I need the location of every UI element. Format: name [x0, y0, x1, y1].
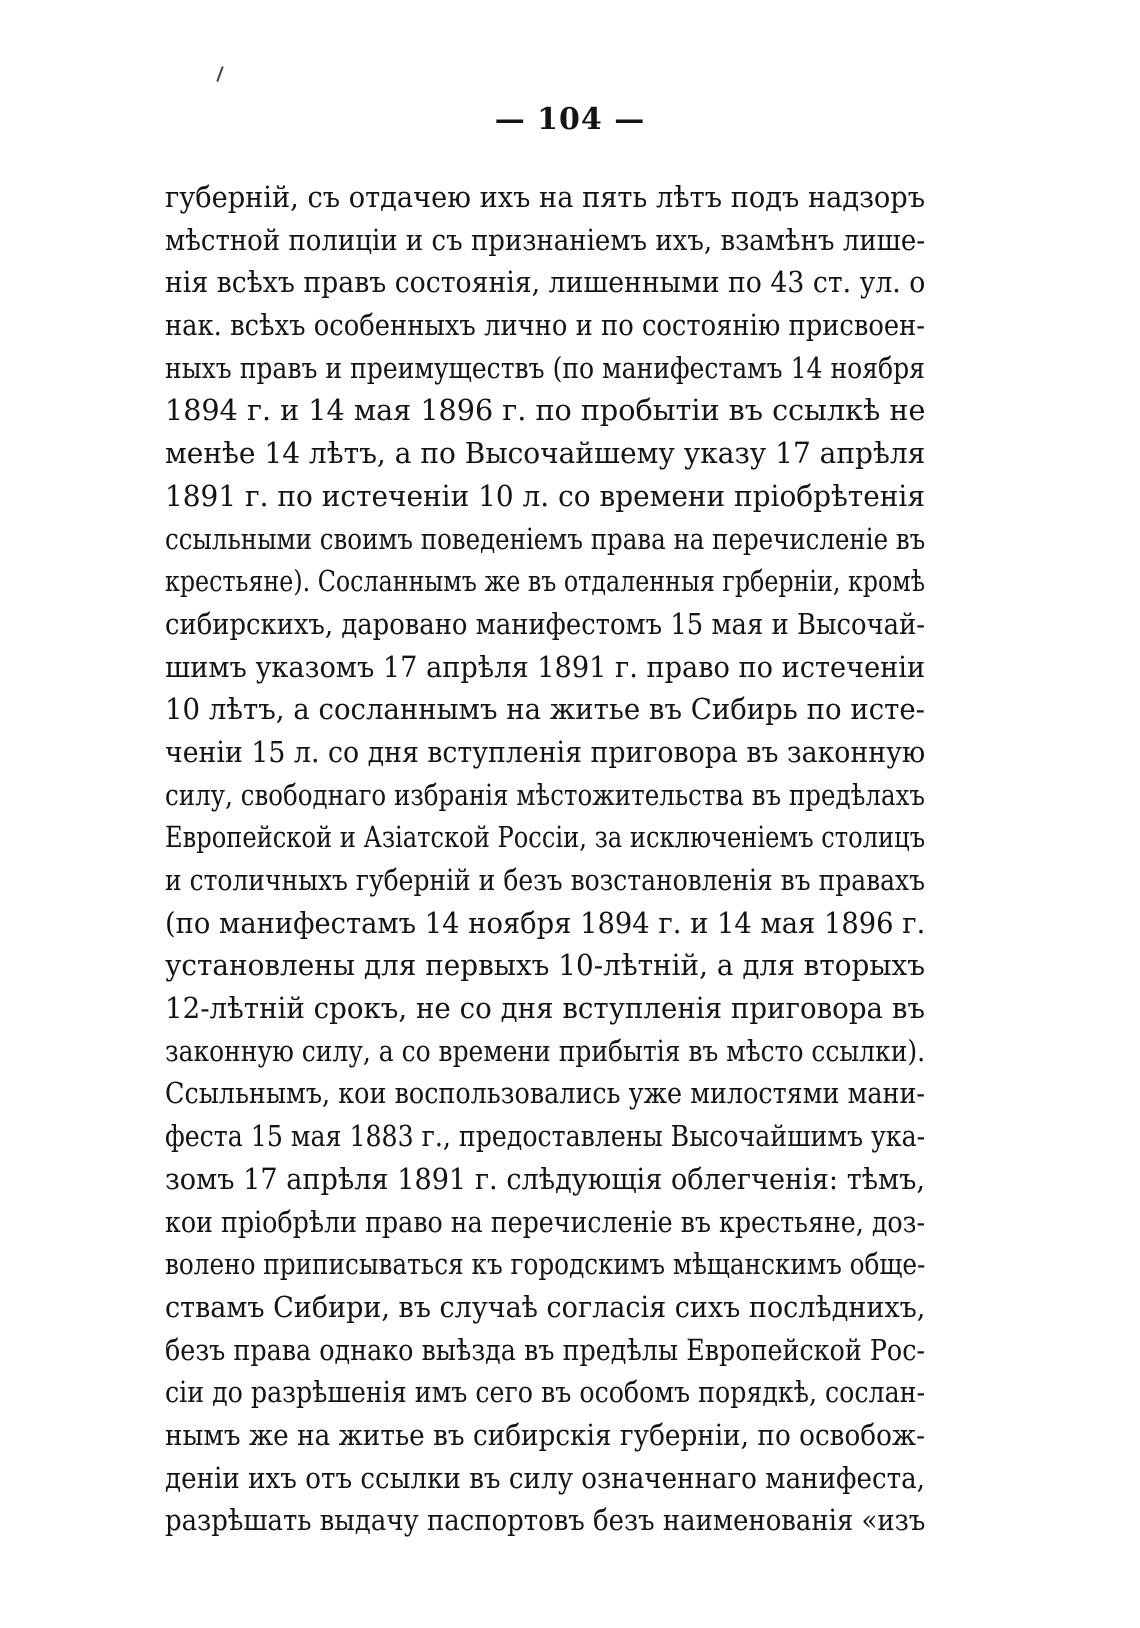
text-line: Ссыльнымъ, кои воспользовались уже милостями мани-	[165, 1076, 926, 1111]
text-line: нымъ же на житье въ сибирскія губерніи, по освобож-	[165, 1417, 925, 1452]
text-line: менѣе 14 лѣтъ, а по Высочайшему указу 17 апрѣля	[165, 436, 926, 471]
text-line: силу, свободнаго избранія мѣстожительства въ предѣлахъ	[165, 777, 926, 812]
text-line: 1894 г. и 14 мая 1896 г. по пробытіи въ ссылкѣ не	[165, 393, 926, 428]
text-line: нак. всѣхъ особенныхъ лично и по состоянію присвоен-	[165, 308, 926, 343]
text-line: ченіи 15 л. со дня вступленія приговора въ законную	[165, 734, 926, 769]
text-line: нія всѣхъ правъ состоянія, лишенными по 43 ст. ул. о	[165, 265, 926, 300]
text-line: мѣстной полиціи и съ признаніемъ ихъ, взамѣнъ лише-	[165, 222, 925, 257]
text-line: безъ права однако выѣзда въ предѣлы Европейской Рос-	[165, 1332, 926, 1367]
text-line: крестьяне). Сосланнымъ же въ отдаленныя грберніи, кромѣ	[165, 564, 926, 599]
text-line: губерній, съ отдачею ихъ на пять лѣтъ подъ надзоръ	[165, 180, 926, 214]
text-line: феста 15 мая 1883 г., предоставлены Высочайшимъ ука-	[165, 1119, 926, 1154]
text-line: законную силу, а со времени прибытія въ мѣсто ссылки).	[165, 1033, 926, 1068]
body-text	[165, 176, 925, 1542]
text-line: деніи ихъ отъ ссылки въ силу означеннаго манифеста,	[165, 1460, 925, 1495]
text-line: сибирскихъ, даровано манифестомъ 15 мая и Высочай-	[165, 606, 926, 641]
text-line: разрѣшать выдачу паспортовъ безъ наименованія «изъ	[165, 1503, 926, 1538]
text-line: волено приписываться къ городскимъ мѣщанскимъ обще-	[165, 1247, 926, 1282]
text-line: зомъ 17 апрѣля 1891 г. слѣдующія облегченія: тѣмъ,	[165, 1161, 925, 1196]
page-number: — 104 —	[494, 102, 646, 137]
text-line: шимъ указомъ 17 апрѣля 1891 г. право по истеченіи	[165, 649, 926, 684]
text-line: (по манифестамъ 14 ноября 1894 г. и 14 мая 1896 г.	[165, 905, 926, 940]
text-line: сіи до разрѣшенія имъ сего въ особомъ порядкѣ, сослан-	[165, 1375, 926, 1410]
stray-ink-mark	[216, 66, 223, 82]
text-line: и столичныхъ губерній и безъ возстановленія въ правахъ	[165, 863, 925, 897]
text-line: 12-лѣтній срокъ, не со дня вступленія приговора въ	[165, 991, 926, 1026]
text-line: ныхъ правъ и преимуществъ (по манифестамъ 14 ноября	[165, 350, 925, 385]
text-line: Европейской и Азіатской Россіи, за исключеніемъ столицъ	[165, 820, 926, 855]
text-line: ссыльными своимъ поведеніемъ права на перечисленіе въ	[165, 521, 926, 556]
text-line: установлены для первыхъ 10-лѣтній, а для вторыхъ	[165, 948, 925, 983]
text-line: кои пріобрѣли право на перечисленіе въ крестьяне, доз-	[165, 1204, 926, 1239]
text-line: ствамъ Сибири, въ случаѣ согласія сихъ послѣднихъ,	[165, 1289, 926, 1324]
text-line: 10 лѣтъ, а сосланнымъ на житье въ Сибирь по исте-	[165, 692, 925, 727]
text-line: 1891 г. по истеченіи 10 л. со времени пріобрѣтенія	[165, 478, 925, 513]
